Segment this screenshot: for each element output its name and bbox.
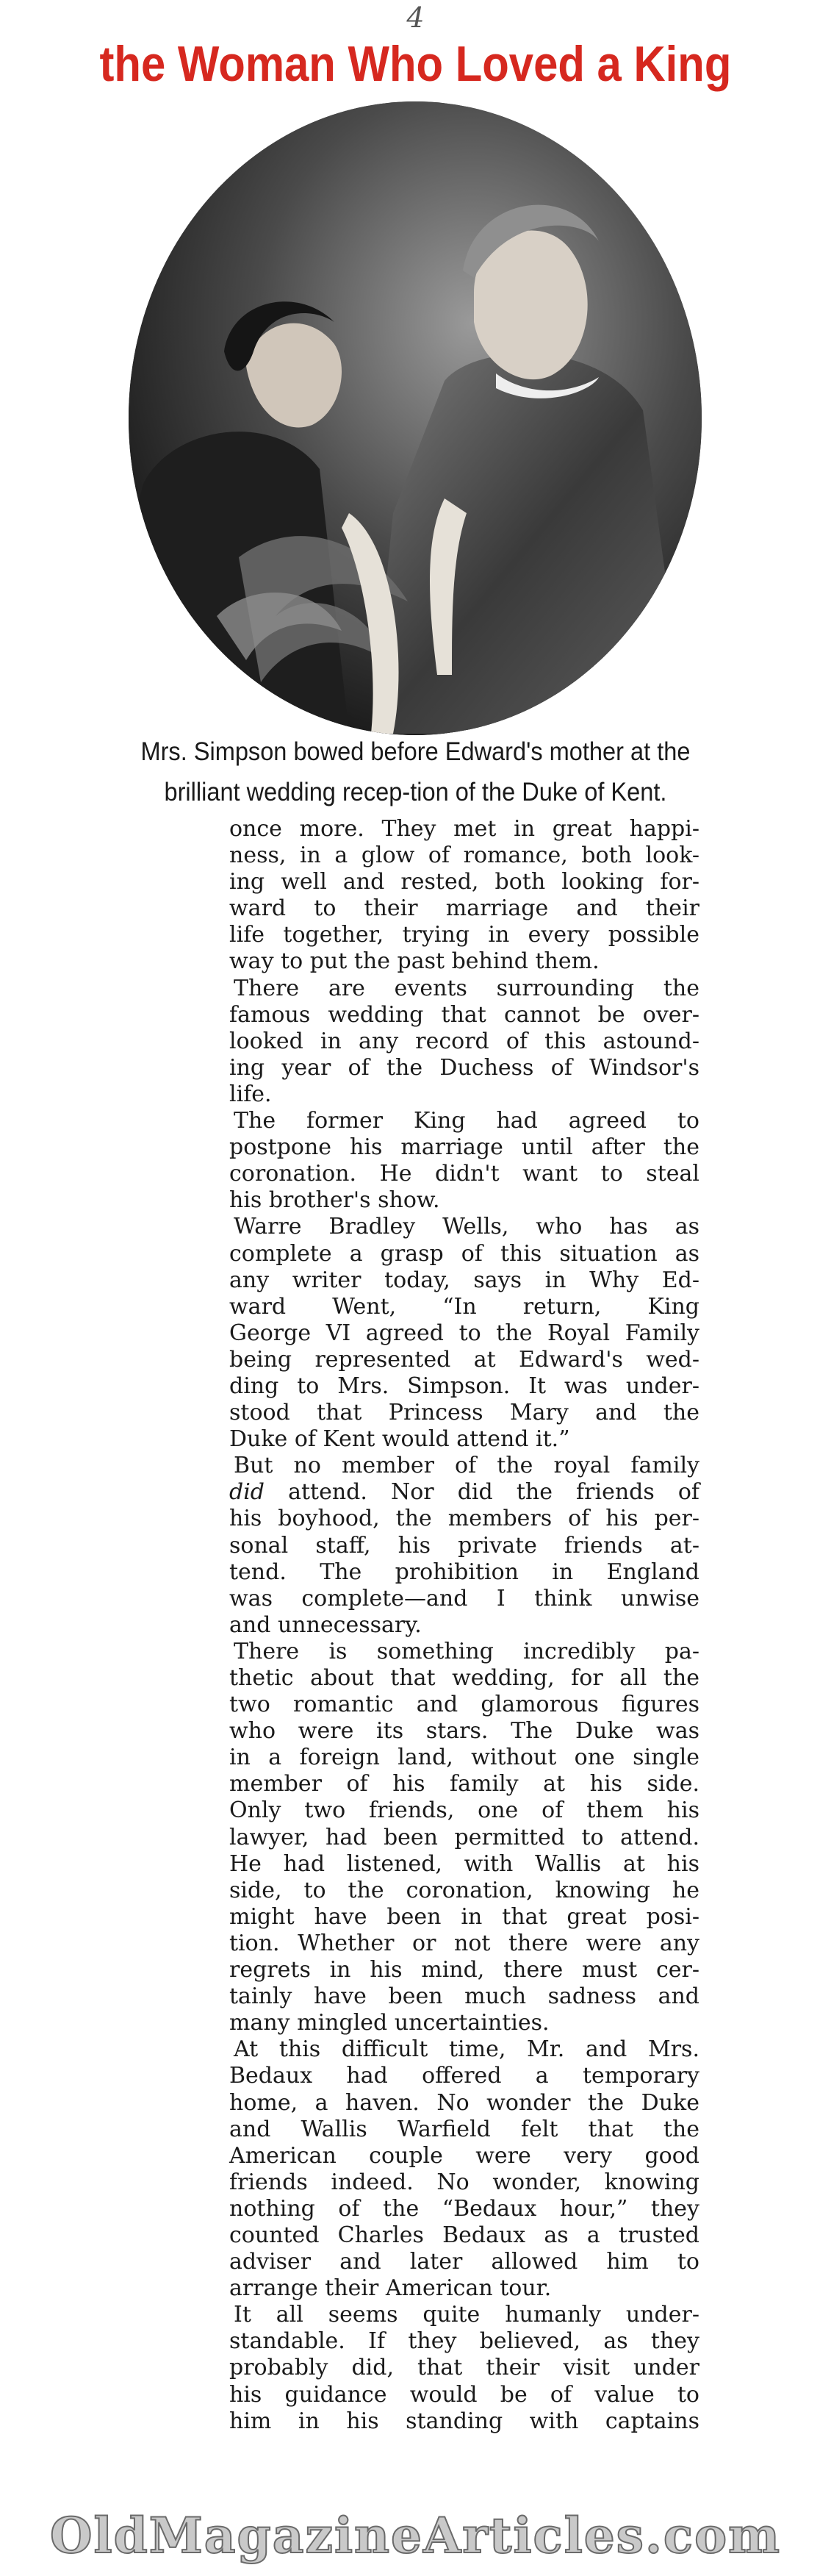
body-line: and Wallis Warfield felt that the — [229, 2116, 699, 2142]
body-line: nothing of the “Bedaux hour,” they — [229, 2195, 699, 2222]
body-line: adviser and later allowed him to — [229, 2249, 699, 2275]
body-line: famous wedding that cannot be over- — [229, 1001, 699, 1028]
body-line: coronation. He didn't want to steal — [229, 1161, 699, 1187]
page-number: 4 — [406, 1, 425, 34]
body-line: two romantic and glamorous figures — [229, 1692, 699, 1718]
body-line: in a foreign land, without one single — [229, 1745, 699, 1771]
body-line: looked in any record of this astound- — [229, 1028, 699, 1054]
article-photo — [129, 101, 702, 735]
body-line: ness, in a glow of romance, both look- — [229, 842, 699, 869]
body-line: The former King had agreed to — [234, 1108, 699, 1134]
body-line: counted Charles Bedaux as a trusted — [229, 2222, 699, 2248]
body-line: life together, trying in every possible — [229, 922, 699, 948]
body-line: stood that Princess Mary and the — [229, 1400, 699, 1426]
body-line: arrange their American tour. — [229, 2275, 552, 2302]
body-line: sonal staff, his private friends at- — [229, 1532, 699, 1559]
body-line: life. — [229, 1081, 272, 1107]
body-line: home, a haven. No wonder the Duke — [229, 2089, 699, 2116]
body-line: thetic about that wedding, for all the — [229, 1665, 699, 1691]
emphasis-did: did — [229, 1479, 265, 1506]
body-line: was complete—and I think unwise — [229, 1585, 699, 1611]
body-line: There are events surrounding the — [234, 975, 699, 1001]
body-line: complete a grasp of this situation as — [229, 1240, 699, 1267]
body-line: his guidance would be of value to — [229, 2381, 699, 2408]
headline: the Woman Who Loved a King — [99, 36, 732, 92]
body-line: There is something incredibly pa- — [234, 1638, 699, 1664]
body-line: tainly have been much sadness and — [229, 1983, 699, 2010]
body-line: George VI agreed to the Royal Family — [229, 1320, 699, 1346]
body-line: being represented at Edward's wed- — [229, 1346, 699, 1373]
body-line: who were its stars. The Duke was — [229, 1718, 699, 1745]
article-body — [229, 816, 699, 2435]
body-line: ward to their marriage and their — [229, 895, 699, 922]
body-line: friends indeed. No wonder, knowing — [229, 2169, 699, 2195]
body-line: his boyhood, the members of his per- — [229, 1506, 699, 1532]
body-line: many mingled uncertainties. — [229, 2010, 550, 2036]
body-line: did attend. Nor did the friends of — [229, 1479, 699, 1506]
body-line: his brother's show. — [229, 1187, 440, 1214]
photo-caption-line-1: Mrs. Simpson bowed before Edward's mother at the — [140, 737, 691, 766]
body-line: But no member of the royal family — [234, 1453, 699, 1479]
body-line: ing year of the Duchess of Windsor's — [229, 1054, 699, 1081]
body-line: He had listened, with Wallis at his — [229, 1850, 699, 1877]
body-line: lawyer, had been permitted to attend. — [229, 1824, 699, 1850]
body-line: probably did, that their visit under — [229, 2355, 699, 2381]
body-line: standable. If they believed, as they — [229, 2328, 699, 2355]
body-line: Duke of Kent would attend it.” — [229, 1426, 570, 1453]
body-line: postpone his marriage until after the — [229, 1134, 699, 1161]
body-line: might have been in that great posi- — [229, 1903, 699, 1930]
body-line: once more. They met in great happi- — [229, 816, 699, 842]
body-line: and unnecessary. — [229, 1611, 422, 1638]
body-line: tion. Whether or not there were any — [229, 1930, 699, 1956]
body-line: way to put the past behind them. — [229, 948, 600, 975]
body-line: At this difficult time, Mr. and Mrs. — [234, 2036, 699, 2063]
body-line: It all seems quite humanly under- — [234, 2302, 699, 2328]
body-line: him in his standing with captains — [229, 2408, 699, 2434]
body-line: ding to Mrs. Simpson. It was under- — [229, 1373, 699, 1399]
photo-illustration — [129, 101, 702, 735]
photo-caption-line-2: brilliant wedding recep-tion of the Duke of Kent. — [164, 778, 667, 806]
body-line: regrets in his mind, there must cer- — [229, 1957, 699, 1983]
body-line: ward Went, “In return, King — [229, 1293, 699, 1320]
body-line: Bedaux had offered a temporary — [229, 2063, 699, 2089]
body-line: Warre Bradley Wells, who has as — [234, 1214, 699, 1240]
body-line: ing well and rested, both looking for- — [229, 869, 699, 895]
body-line: tend. The prohibition in England — [229, 1559, 699, 1585]
body-line: any writer today, says in Why Ed- — [229, 1267, 699, 1293]
body-line: side, to the coronation, knowing he — [229, 1877, 699, 1903]
body-line: member of his family at his side. — [229, 1771, 699, 1797]
watermark-text: OldMagazineArticles.com — [50, 2507, 781, 2564]
body-line: Only two friends, one of them his — [229, 1797, 699, 1824]
site-watermark — [0, 2507, 831, 2576]
body-line: American couple were very good — [229, 2142, 699, 2169]
